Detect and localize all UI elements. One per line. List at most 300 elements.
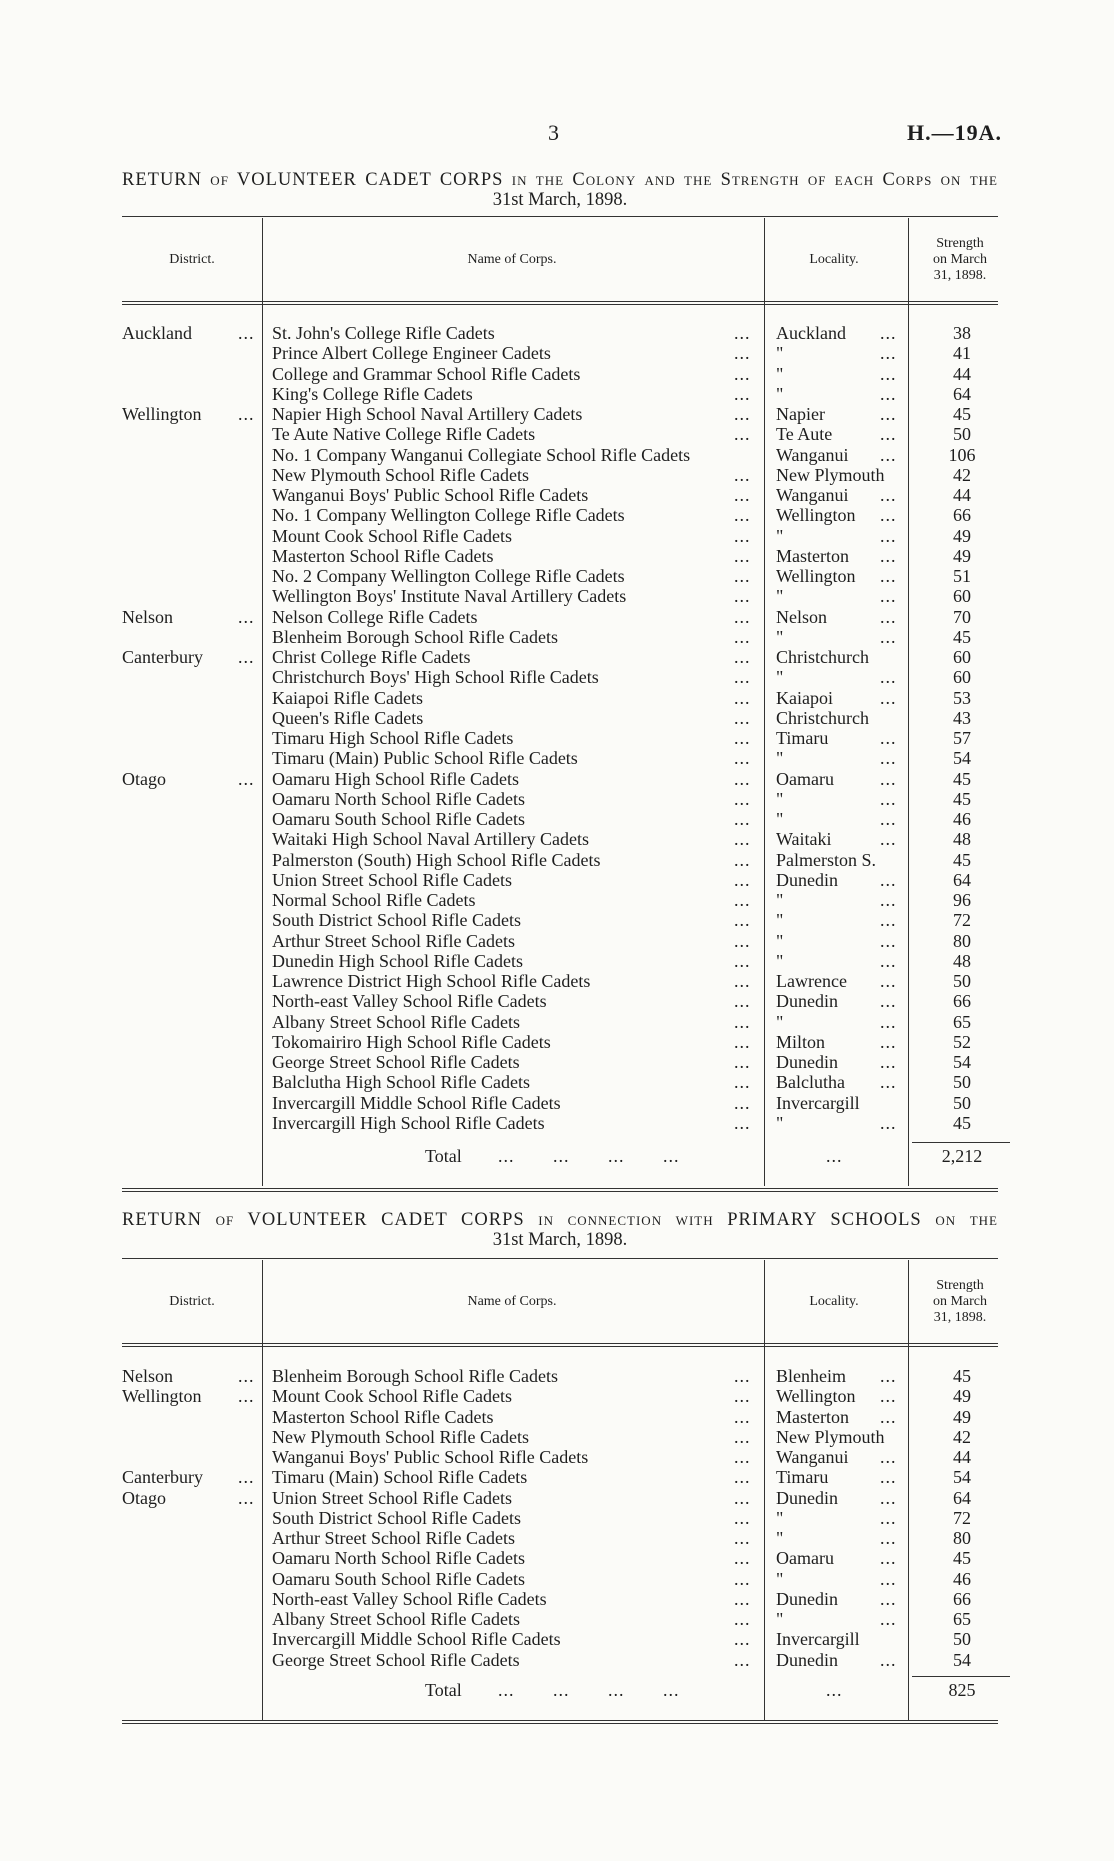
corps-name-cell: Dunedin High School Rifle Cadets [272, 950, 523, 971]
strength-cell: 65 [953, 1011, 971, 1032]
leader-dots: ... [880, 1487, 897, 1508]
locality-cell: Wanganui [776, 1447, 849, 1467]
locality-cell: Invercargill [776, 1629, 860, 1650]
locality-cell: " [776, 910, 784, 931]
leader-dots: ... [734, 1426, 751, 1447]
leader-dots: ... [238, 404, 255, 424]
locality-cell: Dunedin [776, 1487, 838, 1508]
strength-cell: 54 [953, 1467, 971, 1488]
locality-cell: Milton [776, 1031, 826, 1052]
strength-cell: 45 [953, 1366, 971, 1386]
table-row [0, 1427, 1114, 1447]
strength-cell: 45 [953, 849, 971, 870]
corps-name-cell: Napier High School Naval Artillery Cadets [272, 404, 583, 424]
strength-cell: 42 [953, 464, 971, 485]
locality-cell: " [776, 1609, 784, 1629]
leader-dots: ... [880, 1031, 897, 1052]
corps-name-cell: South District School Rifle Cadets [272, 1507, 521, 1528]
table2-caption [122, 1210, 998, 1250]
leader-dots: ... [734, 1588, 751, 1609]
corps-name-cell: Lawrence District High School Rifle Cadets [272, 971, 591, 991]
corps-name-cell: Kaiapoi Rifle Cadets [272, 687, 423, 708]
leader-dots: ... [734, 464, 751, 485]
document-reference: H.—19A. [907, 120, 1002, 145]
strength-cell: 54 [953, 1052, 971, 1072]
locality-cell: Napier [776, 404, 825, 424]
corps-name-cell: Masterton School Rifle Cadets [272, 1406, 494, 1427]
table1-header-strength-line3: 31, 1898. [933, 268, 987, 283]
table1-header-name: Name of Corps. [467, 252, 557, 267]
table2-top-rule [122, 1258, 998, 1259]
locality-cell: Christchurch [776, 647, 869, 667]
corps-name-cell: Wanganui Boys' Public School Rifle Cadets [272, 1447, 589, 1467]
corps-name-cell: Union Street School Rifle Cadets [272, 869, 512, 890]
locality-cell: Palmerston S. [776, 849, 877, 870]
leader-dots: ... [734, 1447, 751, 1467]
strength-cell: 45 [953, 788, 971, 809]
table-row [0, 526, 1114, 546]
locality-cell: " [776, 383, 784, 404]
locality-cell: " [776, 1528, 784, 1548]
table-row [0, 1447, 1114, 1467]
strength-cell: 50 [953, 1629, 971, 1650]
corps-name-cell: Union Street School Rifle Cadets [272, 1487, 512, 1508]
strength-cell: 70 [953, 606, 971, 627]
district-cell: Canterbury [122, 1467, 203, 1488]
leader-dots: ... [734, 545, 751, 566]
locality-cell: Te Aute [776, 424, 833, 445]
leader-dots: ... [880, 1467, 897, 1488]
table-row [0, 1528, 1114, 1548]
table-row [0, 566, 1114, 586]
table1-header-locality: Locality. [809, 252, 859, 267]
leader-dots: ... [880, 1447, 897, 1467]
district-cell: Canterbury [122, 647, 203, 667]
leader-dots: ... [880, 383, 897, 404]
corps-name-cell: Albany Street School Rifle Cadets [272, 1609, 520, 1629]
corps-name-cell: Arthur Street School Rifle Cadets [272, 1528, 515, 1548]
strength-cell: 65 [953, 1609, 971, 1629]
leader-dots: ... [734, 667, 751, 688]
table1-total-row [0, 1146, 1114, 1166]
table-row [0, 1488, 1114, 1508]
table1-bottom-rule [122, 1188, 998, 1189]
corps-name-cell: Wanganui Boys' Public School Rifle Cadets [272, 485, 589, 505]
leader-dots: ... [238, 1366, 255, 1386]
table2-caption-line2: 31st March, 1898. [492, 1230, 628, 1250]
locality-cell: Oamaru [776, 768, 834, 789]
leader-dots: ... [238, 1386, 255, 1407]
table1-caption-line2: 31st March, 1898. [492, 190, 628, 210]
corps-name-cell: Nelson College Rifle Cadets [272, 606, 478, 627]
strength-cell: 96 [953, 890, 971, 910]
corps-name-cell: South District School Rifle Cadets [272, 910, 521, 931]
locality-cell: Christchurch [776, 707, 869, 728]
leader-dots: ... [734, 1568, 751, 1589]
table-row [0, 485, 1114, 505]
locality-cell: Invercargill [776, 1092, 860, 1113]
locality-cell: " [776, 1507, 784, 1528]
table1-header-strength-line1: Strength [936, 236, 984, 251]
leader-dots: ... [734, 1548, 751, 1569]
table-row [0, 384, 1114, 404]
corps-name-cell: St. John's College Rifle Cadets [272, 323, 495, 343]
strength-cell: 54 [953, 1649, 971, 1670]
corps-name-cell: Mount Cook School Rifle Cadets [272, 525, 512, 546]
table-row [0, 971, 1114, 991]
corps-name-cell: New Plymouth School Rifle Cadets [272, 1426, 529, 1447]
strength-cell: 66 [953, 505, 971, 526]
leader-dots: ... [734, 991, 751, 1012]
locality-cell: " [776, 1568, 784, 1589]
table-row [0, 1589, 1114, 1609]
table1-header-district: District. [169, 252, 215, 267]
leader-dots: ... [734, 1386, 751, 1407]
table-row [0, 789, 1114, 809]
corps-name-cell: New Plymouth School Rifle Cadets [272, 464, 529, 485]
leader-dots: ... [880, 687, 897, 708]
corps-name-cell: George Street School Rifle Cadets [272, 1649, 520, 1670]
strength-cell: 64 [953, 383, 971, 404]
strength-cell: 45 [953, 1112, 971, 1133]
table2-bottom-rule [122, 1720, 998, 1721]
strength-cell: 49 [953, 525, 971, 546]
leader-dots: ... [238, 1467, 255, 1488]
leader-dots: ... [734, 829, 751, 850]
table-row [0, 809, 1114, 829]
table-row [0, 1366, 1114, 1386]
table2-caption-line1: RETURN of VOLUNTEER CADET CORPS in connection with PRIMARY SCHOOLS on the [122, 1210, 998, 1230]
strength-cell: 66 [953, 991, 971, 1012]
table-row [0, 404, 1114, 424]
corps-name-cell: Blenheim Borough School Rifle Cadets [272, 626, 558, 647]
leader-dots: ... [880, 485, 897, 505]
leader-dots: ... [880, 586, 897, 607]
leader-dots: ... [734, 788, 751, 809]
locality-cell: Wellington [776, 1386, 856, 1407]
leader-dots: ... [734, 606, 751, 627]
locality-cell: Dunedin [776, 869, 838, 890]
table-row [0, 1386, 1114, 1406]
strength-cell: 80 [953, 1528, 971, 1548]
leader-dots: ... [734, 647, 751, 667]
table-row [0, 728, 1114, 748]
table-row [0, 586, 1114, 606]
corps-name-cell: Normal School Rifle Cadets [272, 890, 476, 910]
locality-cell: Waitaki [776, 829, 832, 850]
locality-cell: Masterton [776, 1406, 849, 1427]
strength-cell: 49 [953, 545, 971, 566]
corps-name-cell: Oamaru North School Rifle Cadets [272, 788, 525, 809]
strength-cell: 38 [953, 323, 971, 343]
leader-dots: ... [734, 343, 751, 364]
leader-dots: ... [880, 1507, 897, 1528]
leader-dots: ... [734, 566, 751, 586]
leader-dots: ... [880, 667, 897, 688]
district-cell: Nelson [122, 1366, 173, 1386]
leader-dots: ... [734, 1366, 751, 1386]
strength-cell: 45 [953, 404, 971, 424]
strength-cell: 60 [953, 647, 971, 667]
strength-cell: 45 [953, 1548, 971, 1569]
leader-dots: ... [734, 505, 751, 526]
table-row [0, 364, 1114, 384]
page-number: 3 [548, 120, 559, 145]
leader-dots: ... [880, 930, 897, 951]
table-row [0, 607, 1114, 627]
table-row [0, 829, 1114, 849]
leader-dots: ... [826, 1680, 843, 1700]
locality-cell: New Plymouth [776, 1426, 885, 1447]
corps-name-cell: Wellington Boys' Institute Naval Artillery Cadets [272, 586, 627, 607]
corps-name-cell: King's College Rifle Cadets [272, 383, 473, 404]
locality-cell: " [776, 788, 784, 809]
table-row [0, 323, 1114, 343]
strength-cell: 50 [953, 1092, 971, 1113]
locality-cell: " [776, 525, 784, 546]
table2-header-name: Name of Corps. [467, 1294, 557, 1309]
corps-name-cell: Invercargill High School Rifle Cadets [272, 1112, 545, 1133]
leader-dots: ... [880, 1609, 897, 1629]
table-row [0, 627, 1114, 647]
leader-dots: ... [734, 1609, 751, 1629]
corps-name-cell: Mount Cook School Rifle Cadets [272, 1386, 512, 1407]
leader-dots: ... [880, 768, 897, 789]
leader-dots: ... [238, 768, 255, 789]
strength-cell: 57 [953, 728, 971, 748]
corps-name-cell: Invercargill Middle School Rifle Cadets [272, 1092, 561, 1113]
table1-total-value: 2,212 [941, 1146, 983, 1166]
leader-dots: ... [880, 525, 897, 546]
leader-dots: ... [734, 485, 751, 505]
leader-dots: ... [880, 748, 897, 769]
strength-cell: 44 [953, 485, 971, 505]
corps-name-cell: Balclutha High School Rifle Cadets [272, 1072, 530, 1093]
locality-cell: Auckland [776, 323, 846, 343]
leader-dots: ... [734, 1467, 751, 1488]
strength-cell: 72 [953, 910, 971, 931]
table-row [0, 1407, 1114, 1427]
table-row [0, 1569, 1114, 1589]
leader-dots: ... [734, 869, 751, 890]
corps-name-cell: Blenheim Borough School Rifle Cadets [272, 1366, 558, 1386]
corps-name-cell: No. 1 Company Wellington College Rifle Cadets [272, 505, 625, 526]
leader-dots: ... [734, 424, 751, 445]
table2-total-value: 825 [948, 1680, 976, 1700]
strength-cell: 43 [953, 707, 971, 728]
locality-cell: " [776, 1011, 784, 1032]
leader-dots: ... [734, 930, 751, 951]
locality-cell: Timaru [776, 728, 829, 748]
leader-dots: ... [734, 626, 751, 647]
corps-name-cell: Prince Albert College Engineer Cadets [272, 343, 551, 364]
table-row [0, 546, 1114, 566]
locality-cell: " [776, 890, 784, 910]
locality-cell: Wanganui [776, 485, 849, 505]
leader-dots: ... [238, 606, 255, 627]
leader-dots: ... [880, 910, 897, 931]
leader-dots: ... [734, 525, 751, 546]
table1-total-label: Total [425, 1146, 462, 1166]
leader-dots: ... [880, 505, 897, 526]
strength-cell: 80 [953, 930, 971, 951]
table-row [0, 890, 1114, 910]
table2-total-rule [912, 1676, 1010, 1677]
locality-cell: New Plymouth [776, 464, 885, 485]
table-row [0, 1093, 1114, 1113]
strength-cell: 45 [953, 626, 971, 647]
table-row [0, 1113, 1114, 1133]
strength-cell: 106 [948, 444, 976, 465]
corps-name-cell: Timaru (Main) School Rifle Cadets [272, 1467, 528, 1488]
table-row [0, 1467, 1114, 1487]
leader-dots: ... [880, 1366, 897, 1386]
locality-cell: Blenheim [776, 1366, 846, 1386]
table-row [0, 1052, 1114, 1072]
strength-cell: 54 [953, 748, 971, 769]
leader-dots: ... [880, 1568, 897, 1589]
table-row [0, 708, 1114, 728]
leader-dots: ... [734, 1052, 751, 1072]
table-row [0, 991, 1114, 1011]
table2-header-strength-line2: on March [932, 1294, 988, 1309]
leader-dots: ... [880, 404, 897, 424]
strength-cell: 46 [953, 1568, 971, 1589]
strength-cell: 44 [953, 1447, 971, 1467]
leader-dots: ... [880, 950, 897, 971]
locality-cell: " [776, 809, 784, 829]
corps-name-cell: Christ College Rifle Cadets [272, 647, 471, 667]
corps-name-cell: Te Aute Native College Rifle Cadets [272, 424, 536, 445]
leader-dots: ... [880, 606, 897, 627]
strength-cell: 72 [953, 1507, 971, 1528]
table1-top-rule [122, 216, 998, 217]
strength-cell: 64 [953, 1487, 971, 1508]
table-row [0, 1508, 1114, 1528]
leader-dots: ... [734, 586, 751, 607]
table-row [0, 1032, 1114, 1052]
corps-name-cell: Oamaru High School Rifle Cadets [272, 768, 519, 789]
leader-dots: ... [734, 1487, 751, 1508]
corps-name-cell: Timaru (Main) Public School Rifle Cadets [272, 748, 578, 769]
leader-dots: ... [238, 1487, 255, 1508]
table-row [0, 667, 1114, 687]
leader-dots: ... [880, 728, 897, 748]
leader-dots: ... [880, 991, 897, 1012]
corps-name-cell: Tokomairiro High School Rifle Cadets [272, 1031, 551, 1052]
locality-cell: " [776, 930, 784, 951]
leader-dots: ... [734, 1528, 751, 1548]
strength-cell: 49 [953, 1386, 971, 1407]
table1-total-rule [912, 1142, 1010, 1143]
leader-dots: ... ... ... ... [498, 1680, 680, 1700]
corps-name-cell: George Street School Rifle Cadets [272, 1052, 520, 1072]
locality-cell: Dunedin [776, 1588, 838, 1609]
leader-dots: ... [734, 1011, 751, 1032]
leader-dots: ... [734, 687, 751, 708]
table-row [0, 424, 1114, 444]
table2-header-rule [122, 1343, 998, 1344]
leader-dots: ... ... ... ... [498, 1146, 680, 1166]
leader-dots: ... [880, 1548, 897, 1569]
strength-cell: 51 [953, 566, 971, 586]
leader-dots: ... [734, 890, 751, 910]
locality-cell: " [776, 626, 784, 647]
locality-cell: " [776, 748, 784, 769]
corps-name-cell: Oamaru North School Rifle Cadets [272, 1548, 525, 1569]
strength-cell: 44 [953, 363, 971, 384]
corps-name-cell: Oamaru South School Rifle Cadets [272, 809, 525, 829]
leader-dots: ... [734, 1507, 751, 1528]
corps-name-cell: Masterton School Rifle Cadets [272, 545, 494, 566]
corps-name-cell: Invercargill Middle School Rifle Cadets [272, 1629, 561, 1650]
locality-cell: Dunedin [776, 1649, 838, 1670]
strength-cell: 42 [953, 1426, 971, 1447]
strength-cell: 64 [953, 869, 971, 890]
leader-dots: ... [880, 1649, 897, 1670]
leader-dots: ... [734, 1406, 751, 1427]
leader-dots: ... [734, 1092, 751, 1113]
district-cell: Wellington [122, 404, 202, 424]
leader-dots: ... [880, 1406, 897, 1427]
locality-cell: Balclutha [776, 1072, 845, 1093]
table-row [0, 748, 1114, 768]
corps-name-cell: Albany Street School Rifle Cadets [272, 1011, 520, 1032]
leader-dots: ... [880, 869, 897, 890]
leader-dots: ... [734, 768, 751, 789]
leader-dots: ... [734, 971, 751, 991]
table2-total-label: Total [425, 1680, 462, 1700]
table2-header-district: District. [169, 1294, 215, 1309]
corps-name-cell: Palmerston (South) High School Rifle Cadets [272, 849, 601, 870]
corps-name-cell: Waitaki High School Naval Artillery Cadets [272, 829, 589, 850]
strength-cell: 46 [953, 809, 971, 829]
leader-dots: ... [734, 1649, 751, 1670]
leader-dots: ... [734, 363, 751, 384]
leader-dots: ... [734, 849, 751, 870]
corps-name-cell: Queen's Rifle Cadets [272, 707, 424, 728]
locality-cell: Wellington [776, 566, 856, 586]
leader-dots: ... [880, 1112, 897, 1133]
leader-dots: ... [880, 444, 897, 465]
leader-dots: ... [734, 323, 751, 343]
table-row [0, 769, 1114, 789]
table1-caption-line1: RETURN of VOLUNTEER CADET CORPS in the Colony and the Strength of each Corps on the [122, 170, 998, 190]
district-cell: Auckland [122, 323, 192, 343]
leader-dots: ... [880, 1011, 897, 1032]
district-cell: Nelson [122, 606, 173, 627]
leader-dots: ... [734, 1031, 751, 1052]
corps-name-cell: No. 2 Company Wellington College Rifle Cadets [272, 566, 625, 586]
table1-header-rule [122, 301, 998, 302]
leader-dots: ... [880, 829, 897, 850]
locality-cell: Nelson [776, 606, 827, 627]
table-row [0, 1609, 1114, 1629]
leader-dots: ... [880, 1052, 897, 1072]
table2-header-strength-line3: 31, 1898. [933, 1310, 987, 1325]
locality-cell: Masterton [776, 545, 849, 566]
strength-cell: 50 [953, 971, 971, 991]
table1-header-strength-line2: on March [932, 252, 988, 267]
table-row [0, 951, 1114, 971]
leader-dots: ... [734, 910, 751, 931]
corps-name-cell: No. 1 Company Wanganui Collegiate School Rifle Cadets [272, 444, 691, 465]
strength-cell: 53 [953, 687, 971, 708]
strength-cell: 50 [953, 1072, 971, 1093]
leader-dots: ... [880, 809, 897, 829]
table-row [0, 465, 1114, 485]
locality-cell: Kaiapoi [776, 687, 833, 708]
